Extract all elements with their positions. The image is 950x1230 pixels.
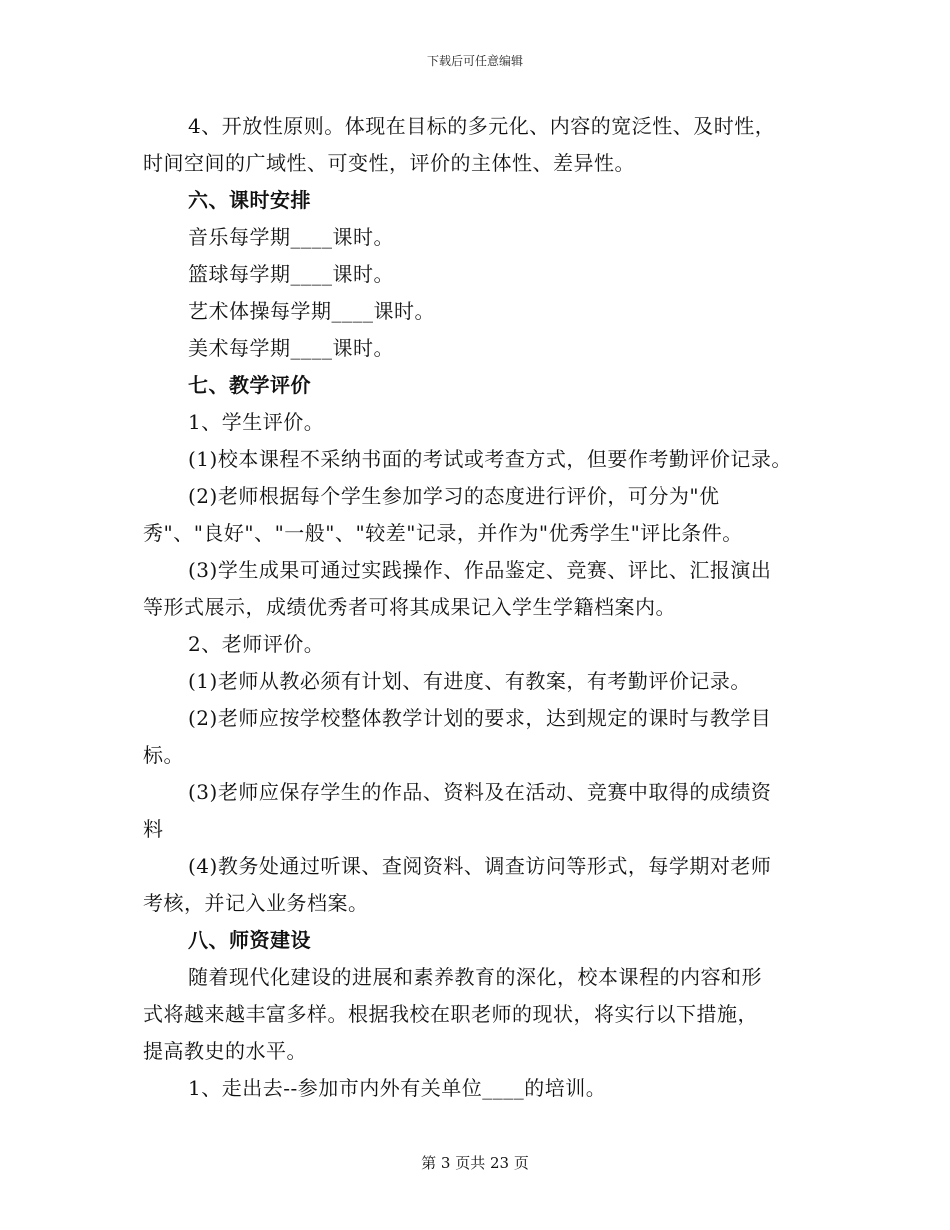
section-heading: 六、课时安排 xyxy=(188,188,311,212)
text-line: 1、学生评价。 xyxy=(188,410,325,434)
text-line: 秀"、"良好"、"一般"、"较差"记录，并作为"优秀学生"评比条件。 xyxy=(143,521,743,545)
text-line: (4)教务处通过听课、查阅资料、调查访问等形式，每学期对老师 xyxy=(188,854,772,878)
text-line: 料 xyxy=(143,817,164,841)
page-header: 下载后可任意编辑 xyxy=(426,54,523,68)
text-line: 2、老师评价。 xyxy=(188,632,325,656)
page-footer: 第 3 页共 23 页 xyxy=(421,1154,529,1172)
text-line: 考核，并记入业务档案。 xyxy=(143,891,369,915)
text-line: (2)老师应按学校整体教学计划的要求，达到规定的课时与教学目 xyxy=(188,706,772,730)
text-line: 提高教史的水平。 xyxy=(143,1039,307,1063)
text-line: (1)老师从教必须有计划、有进度、有教案，有考勤评价记录。 xyxy=(188,669,751,693)
text-line: 篮球每学期____课时。 xyxy=(188,262,394,286)
text-line: 等形式展示，成绩优秀者可将其成果记入学生学籍档案内。 xyxy=(143,595,676,619)
document-body xyxy=(143,108,813,1107)
text-line: 艺术体操每学期____课时。 xyxy=(188,299,435,323)
text-line: 式将越来越丰富多样。根据我校在职老师的现状，将实行以下措施， xyxy=(143,1002,758,1026)
text-line: 标。 xyxy=(143,743,184,767)
text-line: (2)老师根据每个学生参加学习的态度进行评价，可分为"优 xyxy=(188,484,720,508)
text-line: 时间空间的广域性、可变性，评价的主体性、差异性。 xyxy=(143,151,635,175)
text-line: (3)老师应保存学生的作品、资料及在活动、竞赛中取得的成绩资 xyxy=(188,780,772,804)
text-line: 随着现代化建设的进展和素养教育的深化，校本课程的内容和形 xyxy=(188,965,762,989)
section-heading: 八、师资建设 xyxy=(188,928,311,952)
text-line: 音乐每学期____课时。 xyxy=(188,225,394,249)
text-line: 1、走出去--参加市内外有关单位____的培训。 xyxy=(188,1076,607,1100)
text-line: 4、开放性原则。体现在目标的多元化、内容的宽泛性、及时性， xyxy=(188,114,776,138)
section-heading: 七、教学评价 xyxy=(188,373,311,397)
text-line: (3)学生成果可通过实践操作、作品鉴定、竞赛、评比、汇报演出 xyxy=(188,558,772,582)
text-line: 美术每学期____课时。 xyxy=(188,336,394,360)
text-line: (1)校本课程不采纳书面的考试或考查方式，但要作考勤评价记录。 xyxy=(188,447,792,471)
